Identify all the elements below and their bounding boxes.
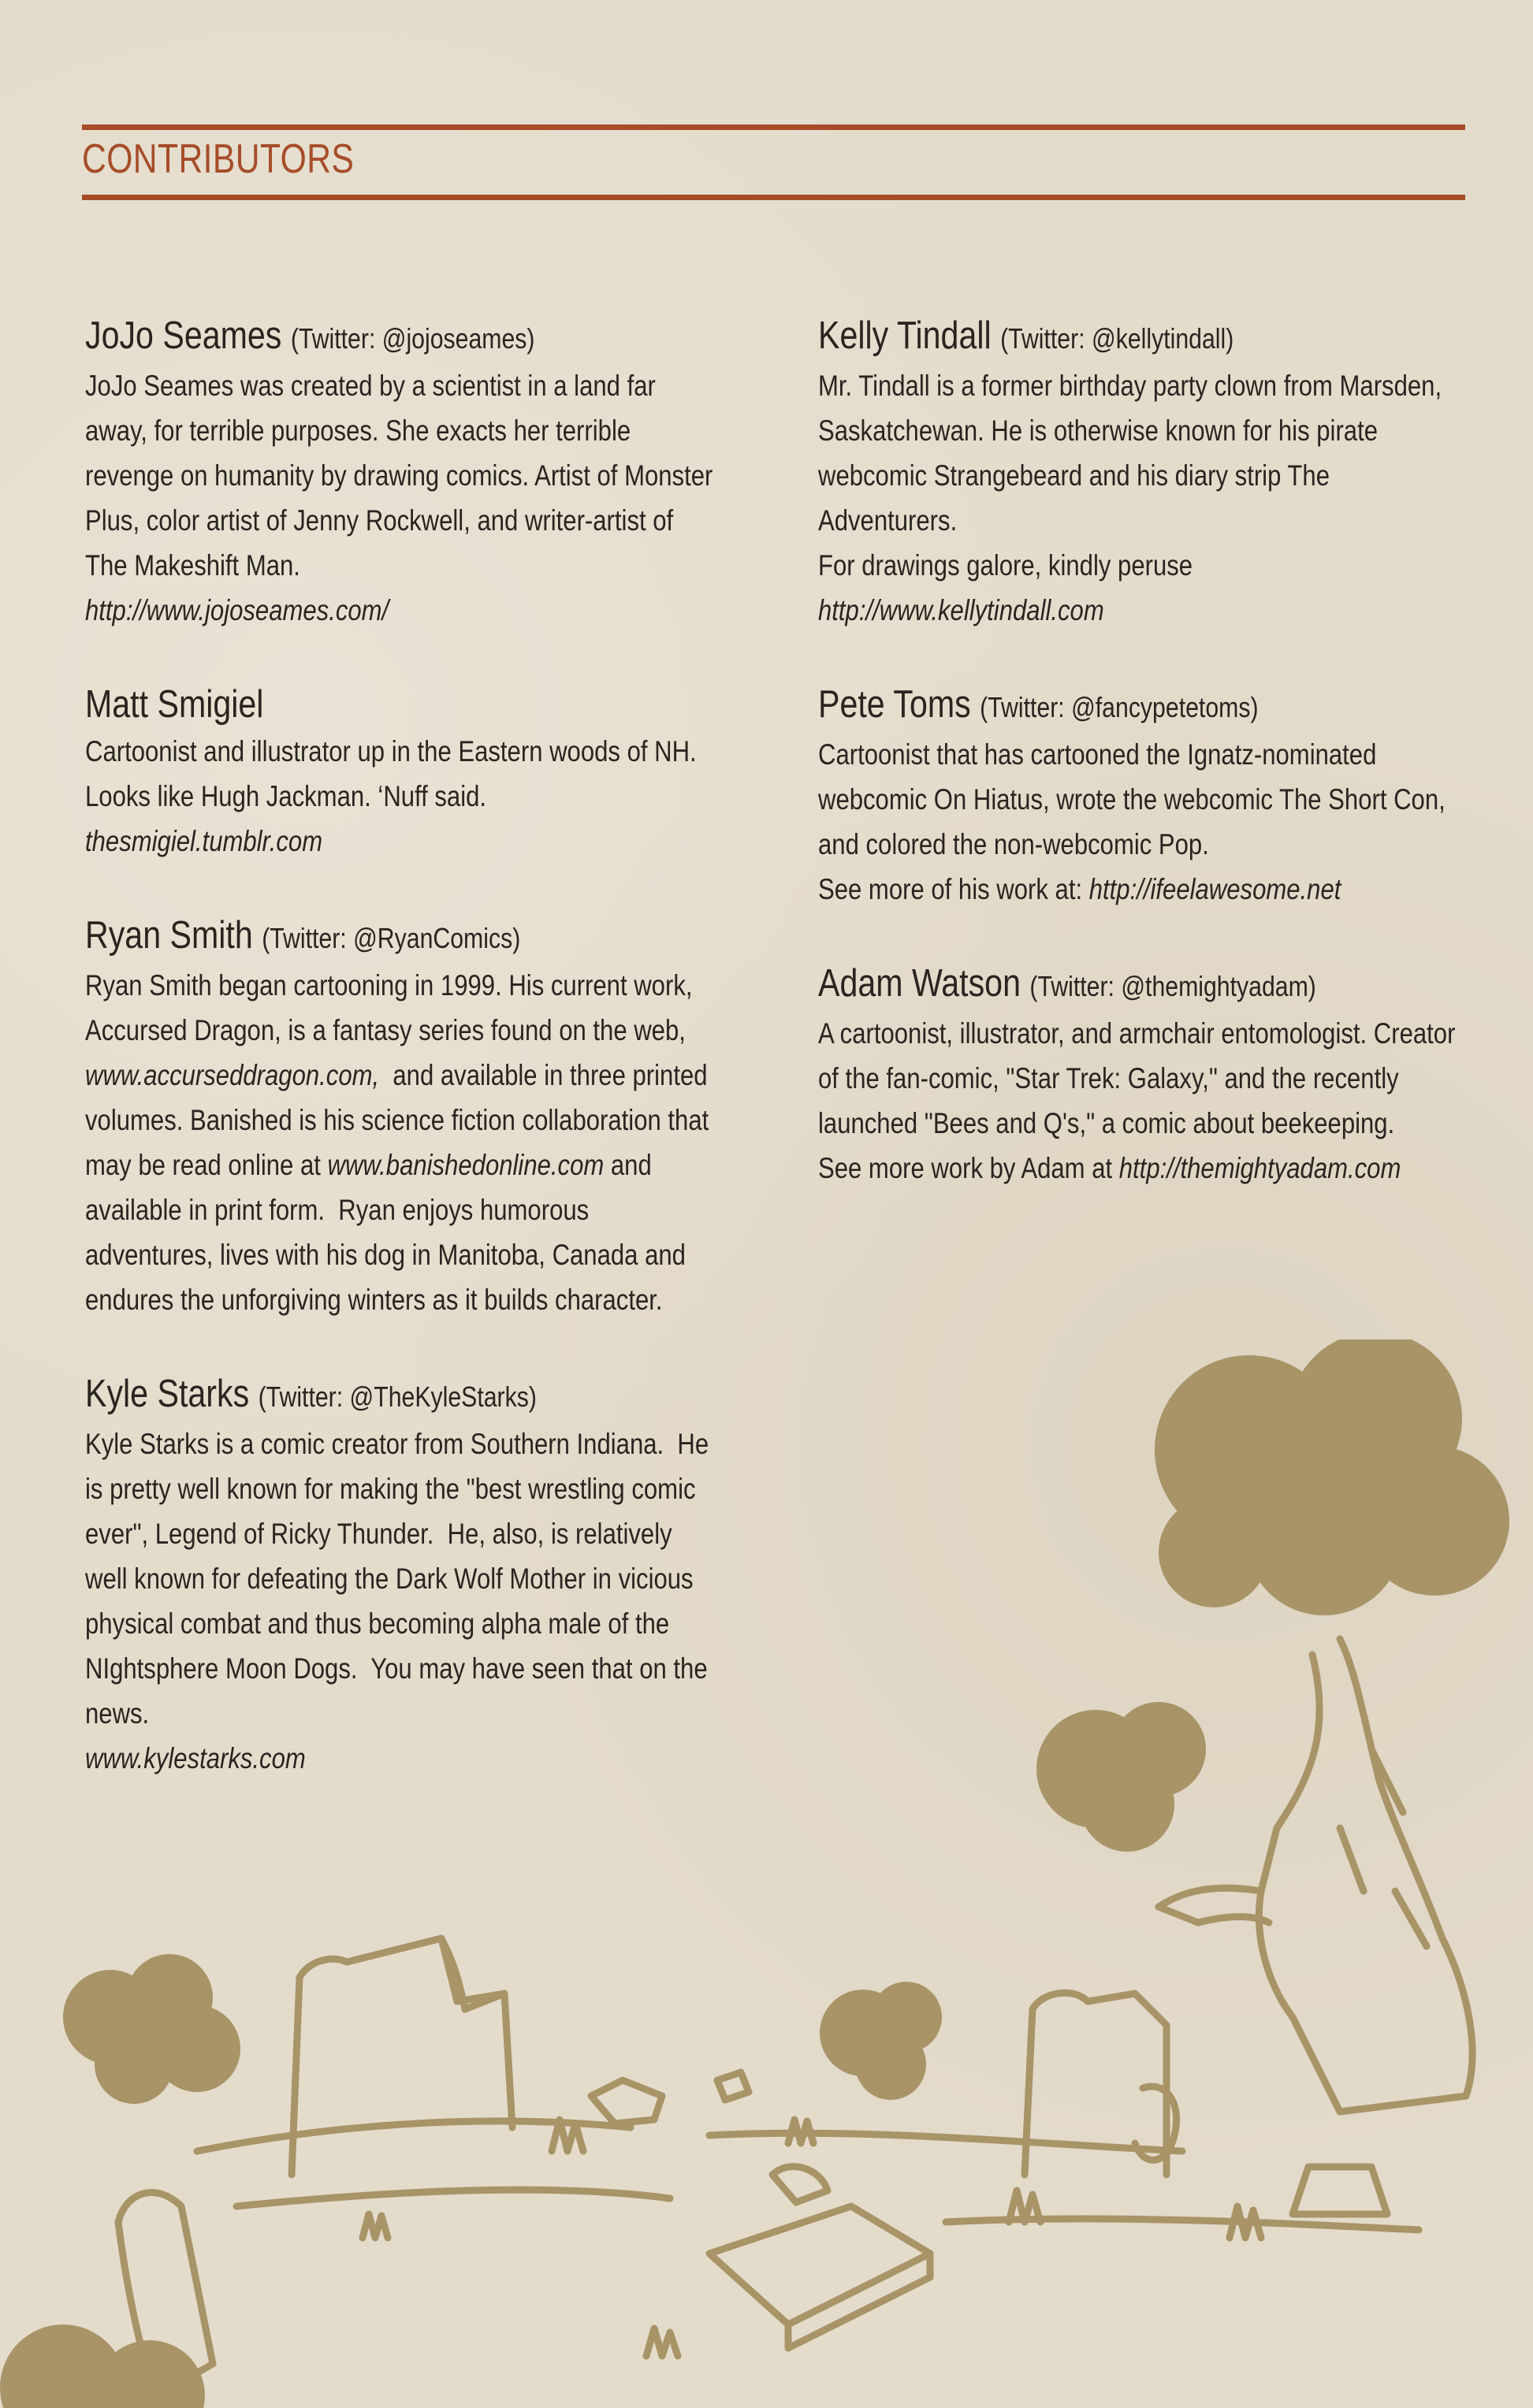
website-link[interactable]: http://www.kellytindall.com	[818, 594, 1104, 626]
header-bottom-rule	[82, 195, 1465, 200]
twitter-handle[interactable]: (Twitter: @jojoseames)	[290, 322, 535, 355]
twitter-handle[interactable]: (Twitter: @TheKyleStarks)	[258, 1381, 537, 1413]
website-link[interactable]: http://themightyadam.com	[1118, 1152, 1401, 1184]
twitter-handle[interactable]: (Twitter: @fancypetetoms)	[980, 691, 1259, 723]
contributor-name: JoJo Seames	[85, 314, 282, 357]
website-link[interactable]: http://www.jojoseames.com/	[85, 594, 389, 626]
twitter-handle[interactable]: (Twitter: @RyanComics)	[262, 922, 521, 954]
header-top-rule	[82, 124, 1465, 130]
website-link[interactable]: www.banishedonline.com	[327, 1149, 605, 1181]
contributor-entry	[818, 311, 1464, 633]
ruins-outline	[118, 1639, 1472, 2395]
contributor-bio: JoJo Seames was created by a scientist in a land far away, for terrible purposes. She exacts her terrible revenge on humanity by drawing comics. Artist of Monster Plus, color artist of Jenny Rockwell, and writer-artist of The Makeshift Man. http://www.jojoseames.com/	[85, 363, 739, 633]
contributor-bio: Kyle Starks is a comic creator from Southern Indiana. He is pretty well known for making the "best wrestling comic ever", Legend of Ricky Thunder. He, also, is relatively well known for defeating the Dark Wolf Mother in vicious physical combat and thus becoming alpha male of the NIghtsphere Moon Dogs. You may have seen that on the news. www.kylestarks.com	[85, 1421, 739, 1781]
website-link[interactable]: www.accurseddragon.com,	[85, 1059, 380, 1091]
contributor-entry	[818, 959, 1464, 1191]
website-link[interactable]: thesmigiel.tumblr.com	[85, 825, 323, 857]
website-link[interactable]: http://ifeelawesome.net	[1088, 873, 1341, 905]
ruins-tree-illustration	[0, 1340, 1533, 2408]
contributor-entry	[85, 680, 739, 864]
contributor-name: Kelly Tindall	[818, 314, 992, 357]
page-title: CONTRIBUTORS	[82, 136, 355, 182]
contributor-name: Pete Toms	[818, 683, 971, 726]
contributor-entry	[818, 680, 1464, 912]
contributor-bio: Mr. Tindall is a former birthday party clown from Marsden, Saskatchewan. He is otherwise known for his pirate webcomic Strangebeard and his diary strip The Adventurers. For drawings galore, kindly peruse http://www.kellytindall.com	[818, 363, 1464, 633]
right-column	[818, 311, 1464, 1238]
contributor-bio: A cartoonist, illustrator, and armchair entomologist. Creator of the fan-comic, "Star Trek: Galaxy," and the recently launched "Bees and Q's," a comic about beekeeping. See more work by Adam at http://themightyadam.com	[818, 1017, 1456, 1184]
contributor-bio: Ryan Smith began cartooning in 1999. His current work, Accursed Dragon, is a fantasy series found on the web, www.accurseddragon.com, and available in three printed volumes. Banished is his science fiction collaboration that may be read online at www.banishedonline.com and available in print form. Ryan enjoys humorous adventures, lives with his dog in Manitoba, Canada and endures the unforgiving winters as it builds character.	[85, 969, 709, 1316]
contributor-bio: Cartoonist that has cartooned the Ignatz-nominated webcomic On Hiatus, wrote the webcomic The Short Con, and colored the non-webcomic Pop. See more of his work at: http://ifeelawesome.net	[818, 738, 1446, 905]
contributor-entry	[85, 311, 739, 633]
twitter-handle[interactable]: (Twitter: @kellytindall)	[1000, 322, 1234, 355]
foliage-icon	[0, 1340, 1509, 2408]
contributor-name: Kyle Starks	[85, 1373, 250, 1415]
contributor-entry	[85, 911, 739, 1322]
twitter-handle[interactable]: (Twitter: @themightyadam)	[1029, 970, 1316, 1002]
website-link[interactable]: www.kylestarks.com	[85, 1742, 306, 1774]
contributor-name: Ryan Smith	[85, 914, 253, 957]
contributor-name: Adam Watson	[818, 962, 1021, 1005]
contributor-bio: Cartoonist and illustrator up in the Eastern woods of NH. Looks like Hugh Jackman. ‘Nuff said. thesmigiel.tumblr.com	[85, 729, 739, 864]
contributor-name: Matt Smigiel	[85, 683, 264, 726]
